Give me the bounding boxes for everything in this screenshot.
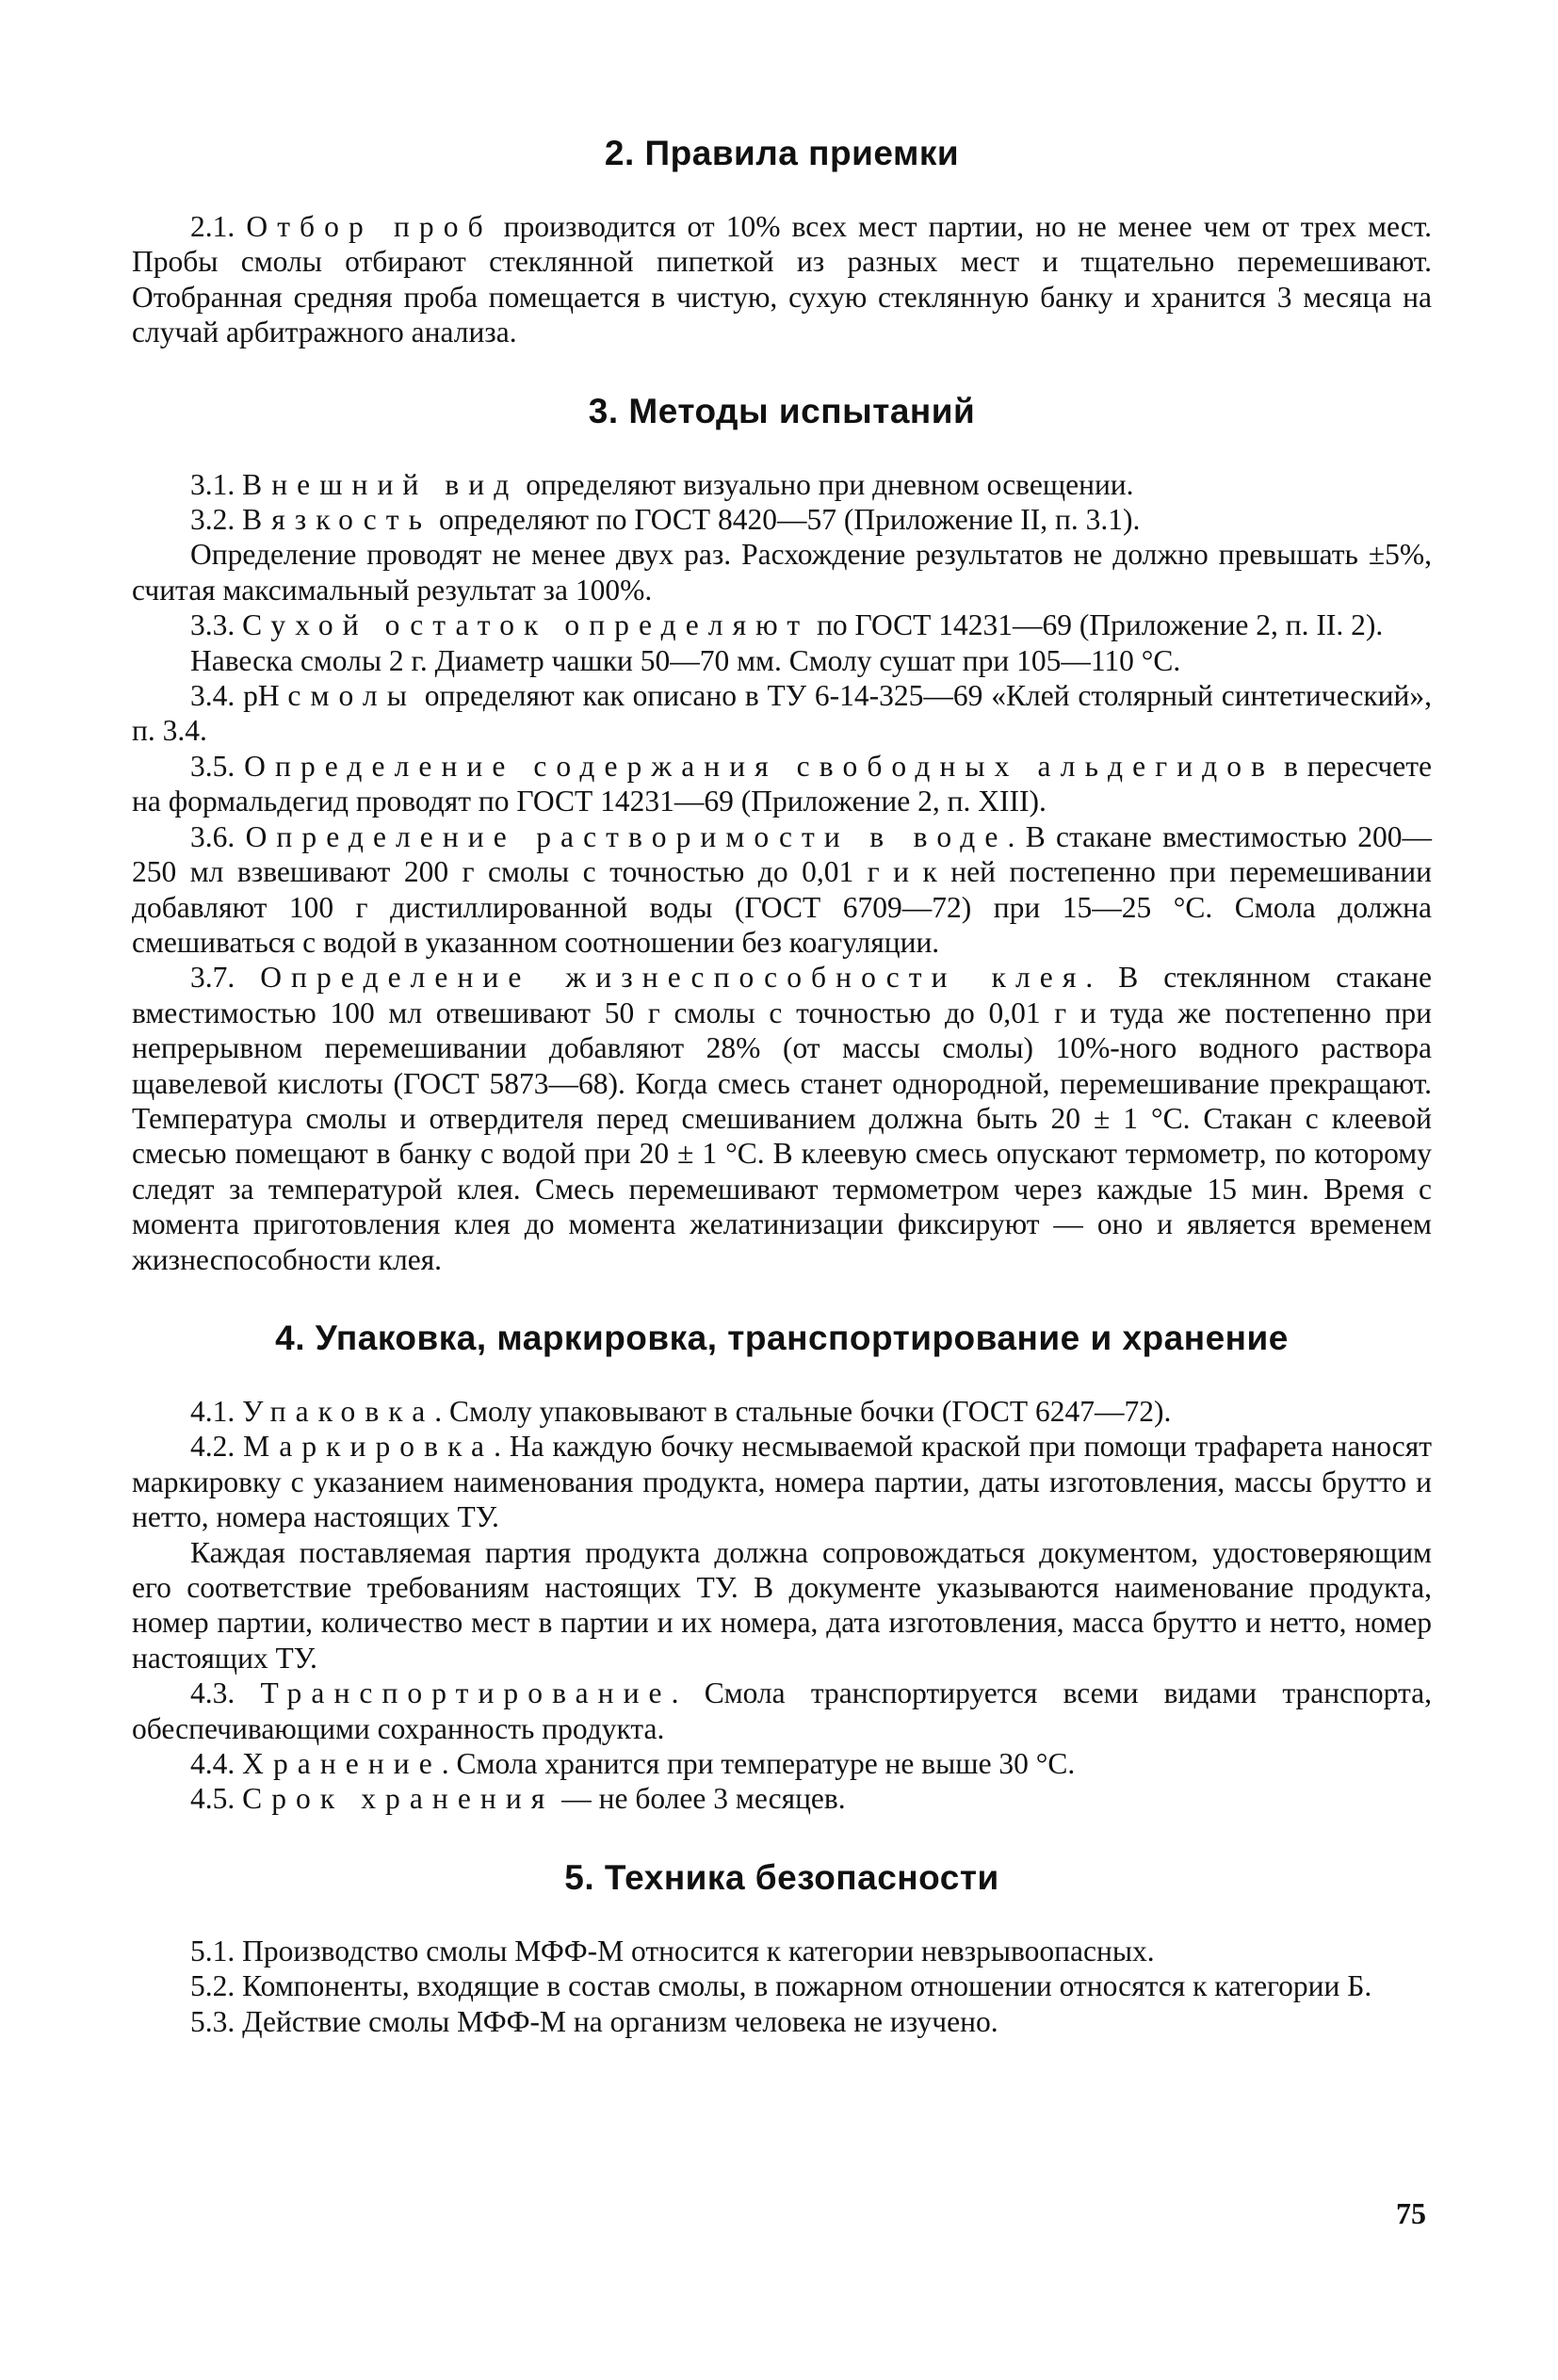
clause-term: Определение жизнеспособности клея <box>260 961 1086 995</box>
section-safety <box>132 1858 1432 2039</box>
clause-text: по ГОСТ 14231—69 (Приложение 2, п. II. 2). <box>809 608 1384 642</box>
clause-term: Транспортирование <box>260 1676 672 1710</box>
clause-number: 2.1. <box>190 210 235 243</box>
clause-text: — не более 3 месяцев. <box>554 1782 846 1816</box>
paragraph-3-5 <box>132 749 1432 819</box>
clause-number: 4.3. <box>190 1676 235 1710</box>
clause-term: Упаковка <box>242 1394 435 1428</box>
clause-text: . На каждую бочку несмываемой краской при помощи трафарета наносят маркировку с указанием наименования продукта, номера партии, даты изготовления, массы брутто и нетто, номера настоящих ТУ. <box>132 1430 1433 1534</box>
paragraph-3-3 <box>132 607 1432 642</box>
clause-term: Маркировка <box>243 1430 495 1464</box>
clause-text: . Смолу упаковывают в стальные бочки (ГОСТ 6247—72). <box>434 1394 1172 1428</box>
paragraph-5-1: 5.1. Производство смолы МФФ-М относится к категории невзрывоопасных. <box>190 1934 1155 1967</box>
clause-term: Внешний вид <box>242 467 519 501</box>
clause-number: 3.3. <box>190 608 235 642</box>
paragraph-4-1 <box>132 1394 1432 1429</box>
clause-term: Хранение <box>242 1747 442 1781</box>
paragraph-3-2-cont: Определение проводят не менее двух раз. Расхождение результатов не должно превышать ±5%, считая максимальный результат за 100%. <box>132 538 1432 607</box>
paragraph-3-1 <box>132 467 1432 502</box>
clause-text: . В стакане вместимостью 200—250 мл взвешивают 200 г смолы с точностью до 0,01 г и к ней постепенно при перемешивании добавляют 100 г дистиллированной воды (ГОСТ 6709—72) при 15—25 °С. Смола должна смешиваться с водой в указанном соотношении без коагуляции. <box>132 819 1432 959</box>
paragraph-3-7 <box>132 960 1432 1277</box>
paragraph-4-3 <box>132 1676 1432 1746</box>
clause-term: Срок хранения <box>242 1782 555 1816</box>
clause-lead: pH <box>243 679 288 713</box>
clause-number: 3.7. <box>190 961 235 995</box>
clause-text: определяют как описано в ТУ 6-14-325—69 «Клей столярный синтетический», п. 3.4. <box>132 679 1433 748</box>
clause-term: Вязкость <box>242 503 432 537</box>
clause-term: Определение растворимости в воде <box>245 819 1008 853</box>
clause-number: 3.6. <box>190 819 235 853</box>
clause-number: 3.5. <box>190 749 235 783</box>
clause-text: . В стеклянном стакане вместимостью 100 мл отвешивают 50 г смолы с точностью до 0,01 г и туда же постепенно при непрерывном перемешивании добавляют 28% (от массы смолы) 10%-ного водного раствора щавелевой кислоты (ГОСТ 5873—68). Когда смесь станет однородной, перемешивание прекращают. Температура смолы и отвердителя перед смешиванием должна быть 20 ± 1 °С. Стакан с клеевой смесью помещают в банку с водой при 20 ± 1 °С. В клеевую смесь опускают термометр, по которому следят за температурой клея. Смесь перемешивают термометром через каждые 15 мин. Время с момента приготовления клея до момента желатинизации фиксируют — оно и является временем жизнеспособности клея. <box>132 961 1432 1276</box>
paragraph-3-4 <box>132 678 1432 749</box>
clause-number: 4.2. <box>190 1430 235 1464</box>
clause-number: 3.2. <box>190 503 235 537</box>
page-content <box>132 134 1432 2039</box>
section-heading: 5. Техника безопасности <box>564 1857 999 1897</box>
section-heading: 3. Методы испытаний <box>588 391 976 430</box>
clause-term: Определение содержания свободных альдегидов <box>244 749 1275 783</box>
clause-text: производится от 10% всех мест партии, но не менее чем от трех мест. Пробы смолы отбирают стеклянной пипеткой из разных мест и тщательно перемешивают. Отобранная средняя проба помещается в чистую, сухую стеклянную банку и хранится 3 месяца на случай арбитражного анализа. <box>132 210 1433 349</box>
section-test-methods <box>132 392 1432 1277</box>
paragraph-2-1 <box>132 209 1432 350</box>
clause-text: определяют по ГОСТ 8420—57 (Приложение II, п. 3.1). <box>431 503 1141 537</box>
paragraph-4-5 <box>132 1781 1432 1816</box>
clause-text: . Смола хранится при температуре не выше 30 °С. <box>441 1747 1076 1781</box>
page-number: 75 <box>1396 2196 1426 2230</box>
clause-text: в пересчете на формальдегид проводят по ГОСТ 14231—69 (Приложение 2, п. XIII). <box>132 749 1432 818</box>
paragraph-4-2 <box>132 1429 1432 1534</box>
clause-number: 4.5. <box>190 1782 235 1816</box>
section-acceptance-rules <box>132 134 1432 350</box>
clause-number: 4.1. <box>190 1394 235 1428</box>
clause-term: Сухой остаток определяют <box>242 608 810 642</box>
clause-text: . Смола транспортируется всеми видами транспорта, обеспечивающими сохранность продукта. <box>132 1676 1432 1745</box>
section-packaging <box>132 1319 1432 1817</box>
clause-number: 3.4. <box>190 679 235 713</box>
clause-term: смолы <box>287 679 416 713</box>
clause-term: Отбор проб <box>246 210 493 243</box>
clause-number: 3.1. <box>190 467 235 501</box>
paragraph-5-3: 5.3. Действие смолы МФФ-М на организм человека не изучено. <box>190 2004 998 2038</box>
section-heading: 2. Правила приемки <box>604 134 960 172</box>
clause-number: 4.4. <box>190 1747 235 1781</box>
paragraph-3-2 <box>132 502 1432 537</box>
paragraph-4-4 <box>132 1746 1432 1781</box>
paragraph-3-3-cont: Навеска смолы 2 г. Диаметр чашки 50—70 мм. Смолу сушат при 105—110 °С. <box>190 643 1181 677</box>
paragraph-3-6 <box>132 819 1432 961</box>
paragraph-4-2-cont: Каждая поставляемая партия продукта должна сопровождаться документом, удостоверяющим его соответствие требованиям настоящих ТУ. В документе указываются наименование продукта, номер партии, количество мест в партии и их номера, дата изготовления, масса брутто и нетто, номер настоящих ТУ. <box>132 1535 1432 1675</box>
paragraph-5-2: 5.2. Компоненты, входящие в состав смолы, в пожарном отношении относятся к категории Б. <box>190 1969 1372 2003</box>
clause-text: определяют визуально при дневном освещении. <box>518 467 1134 501</box>
section-heading: 4. Упаковка, маркировка, транспортирование и хранение <box>275 1318 1289 1357</box>
